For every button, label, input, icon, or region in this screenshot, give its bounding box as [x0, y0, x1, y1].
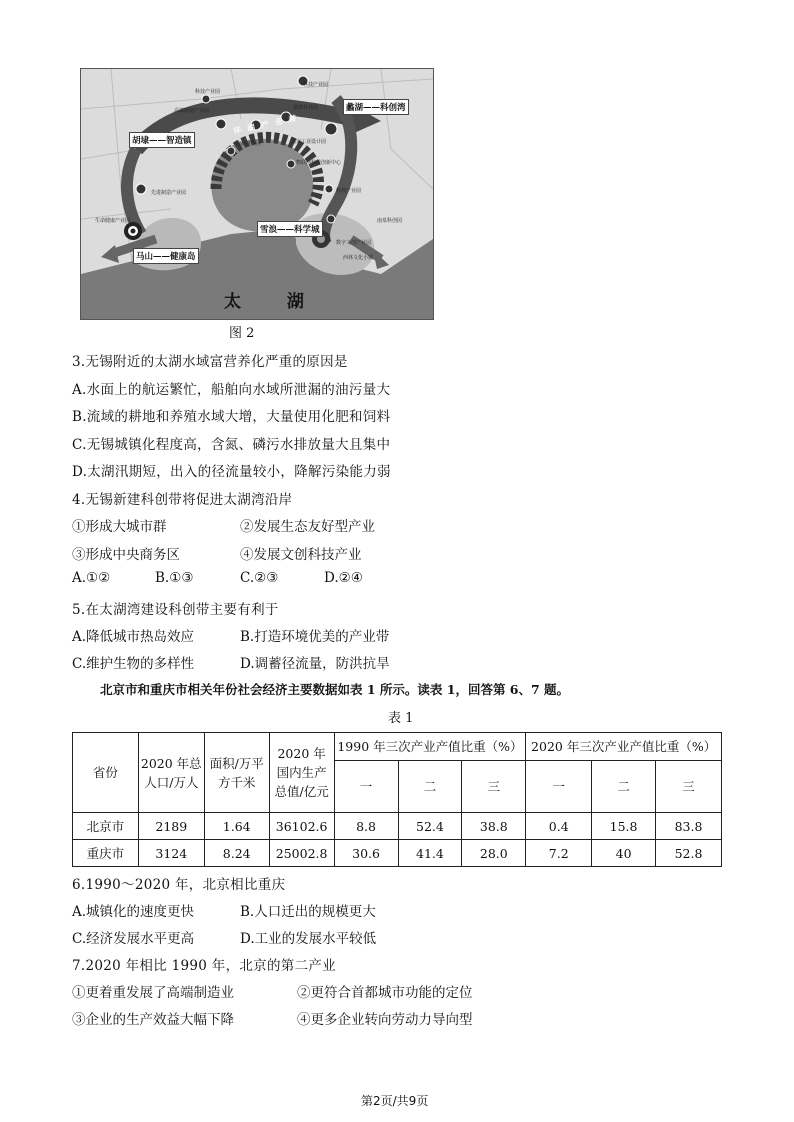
header-population: 2020 年总人口/万人 — [138, 733, 204, 813]
map-lake-label: 太 湖 — [224, 292, 324, 312]
q4-stem: 4.无锡新建科创带将促进太湖湾沿岸 — [72, 492, 293, 508]
table-title: 表 1 — [388, 711, 414, 726]
q5-option-c: C.维护生物的多样性 — [72, 656, 195, 672]
q4-statement-1: ①形成大城市群 — [72, 519, 167, 535]
q5-option-d: D.调蓄径流量，防洪抗旱 — [240, 656, 390, 672]
q6-stem: 6.1990～2020 年，北京相比重庆 — [72, 877, 286, 893]
header-ratio-1990: 1990 年三次产业产值比重（%） — [334, 733, 526, 761]
cell-province: 重庆市 — [73, 840, 139, 867]
q7-statement-4: ④更多企业转向劳动力导向型 — [297, 1012, 473, 1028]
map-label-lihu: 蠡湖——科创湾 — [343, 99, 409, 115]
data-table — [72, 732, 722, 867]
q7-statement-2: ②更符合首都城市功能的定位 — [297, 985, 473, 1001]
table-row — [73, 840, 722, 867]
cell-2020-secondary: 15.8 — [592, 813, 656, 840]
header-1990-primary: 一 — [334, 761, 398, 813]
figure-caption: 图 2 — [229, 326, 255, 341]
cell-2020-primary: 7.2 — [526, 840, 592, 867]
q4-option-b: B.①③ — [155, 570, 194, 586]
map-belt-label: 环 湖 产 业 带 — [232, 113, 300, 136]
map-label-mashan: 马山——健康岛 — [133, 248, 199, 264]
cell-1990-primary: 8.8 — [334, 813, 398, 840]
map-small-label: 西林文化小镇 — [343, 255, 374, 261]
map-small-label: 湖景科技园 — [293, 105, 319, 111]
cell-2020-secondary: 40 — [592, 840, 656, 867]
map-small-label: 数字文创产业园 — [336, 240, 372, 246]
q6-option-a: A.城镇化的速度更快 — [72, 904, 195, 920]
header-gdp: 2020 年国内生产总值/亿元 — [269, 733, 334, 813]
q6-option-d: D.工业的发展水平较低 — [240, 931, 377, 947]
map-small-label: 物联网科技创新中心 — [296, 160, 342, 166]
cell-2020-primary: 0.4 — [526, 813, 592, 840]
q4-option-a: A.①② — [72, 570, 111, 586]
map-small-label: 国家工业设计园 — [291, 139, 327, 145]
q3-option-a: A.水面上的航运繁忙，船舶向水域所泄漏的油污量大 — [72, 382, 391, 398]
map-small-label: 先进制造产业园 — [151, 190, 187, 196]
table-intro: 北京市和重庆市相关年份社会经济主要数据如表 1 所示。读表 1，回答第 6、7 题。 — [100, 682, 570, 697]
map-small-label: 生命健康产业园 — [95, 218, 131, 224]
q6-option-b: B.人口迁出的规模更大 — [240, 904, 376, 920]
header-province: 省份 — [73, 733, 139, 813]
cell-1990-primary: 30.6 — [334, 840, 398, 867]
map-label-xuelang: 雪浪——科学城 — [257, 221, 323, 237]
page-number: 第2页/共9页 — [361, 1094, 429, 1108]
q3-option-d: D.太湖汛期短，出入的径流量较小，降解污染能力弱 — [72, 464, 391, 480]
cell-1990-tertiary: 38.8 — [462, 813, 526, 840]
q4-option-d: D.②④ — [324, 570, 363, 586]
q4-statement-2: ②发展生态友好型产业 — [240, 519, 375, 535]
header-ratio-2020: 2020 年三次产业产值比重（%） — [526, 733, 722, 761]
q3-option-b: B.流域的耕地和养殖水域大增，大量使用化肥和饲料 — [72, 409, 391, 425]
q4-statement-4: ④发展文创科技产业 — [240, 547, 362, 563]
cell-area: 1.64 — [204, 813, 269, 840]
header-area: 面积/万平方千米 — [204, 733, 269, 813]
cell-gdp: 25002.8 — [269, 840, 334, 867]
header-2020-secondary: 二 — [592, 761, 656, 813]
q3-stem: 3.无锡附近的太湖水域富营养化严重的原因是 — [72, 354, 348, 370]
cell-area: 8.24 — [204, 840, 269, 867]
map-small-label: 科技产业园 — [195, 89, 221, 95]
q6-option-c: C.经济发展水平更高 — [72, 931, 195, 947]
header-2020-primary: 一 — [526, 761, 592, 813]
q5-option-a: A.降低城市热岛效应 — [72, 629, 195, 645]
header-1990-tertiary: 三 — [462, 761, 526, 813]
cell-1990-tertiary: 28.0 — [462, 840, 526, 867]
q4-statement-3: ③形成中央商务区 — [72, 547, 180, 563]
cell-2020-tertiary: 52.8 — [656, 840, 722, 867]
cell-province: 北京市 — [73, 813, 139, 840]
cell-2020-tertiary: 83.8 — [656, 813, 722, 840]
header-1990-secondary: 二 — [398, 761, 462, 813]
q7-stem: 7.2020 年相比 1990 年，北京的第二产业 — [72, 958, 336, 974]
q7-statement-3: ③企业的生产效益大幅下降 — [72, 1012, 234, 1028]
map-label-hudai: 胡埭——智造镇 — [129, 132, 195, 148]
map-small-label: 科技产业园 — [303, 82, 329, 88]
q5-option-b: B.打造环境优美的产业带 — [240, 629, 390, 645]
header-2020-tertiary: 三 — [656, 761, 722, 813]
map-small-label: 旅游度假区 — [236, 141, 262, 147]
cell-1990-secondary: 52.4 — [398, 813, 462, 840]
cell-gdp: 36102.6 — [269, 813, 334, 840]
map-figure — [80, 68, 434, 320]
table-row — [73, 813, 722, 840]
cell-population: 3124 — [138, 840, 204, 867]
map-small-label: 南泉科创园 — [377, 218, 403, 224]
cell-population: 2189 — [138, 813, 204, 840]
map-small-label: 科教产业园 — [336, 188, 362, 194]
q3-option-c: C.无锡城镇化程度高，含氮、磷污水排放量大且集中 — [72, 437, 391, 453]
q7-statement-1: ①更着重发展了高端制造业 — [72, 985, 234, 1001]
map-small-label: 高端制造产业园 — [174, 108, 210, 114]
q4-option-c: C.②③ — [240, 570, 279, 586]
q5-stem: 5.在太湖湾建设科创带主要有利于 — [72, 602, 279, 618]
cell-1990-secondary: 41.4 — [398, 840, 462, 867]
